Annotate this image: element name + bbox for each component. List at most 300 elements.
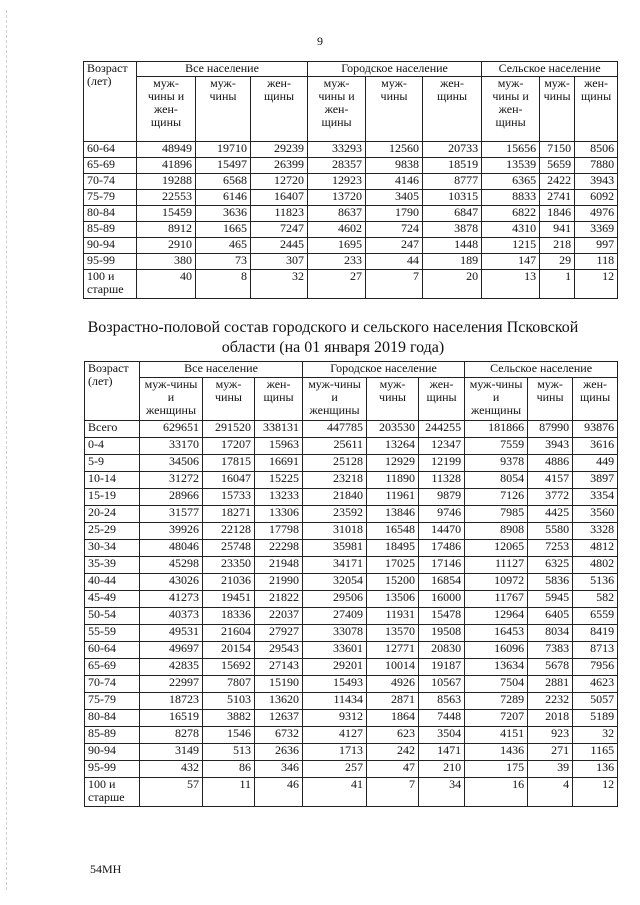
value-cell: 22298 — [255, 540, 303, 557]
value-cell: 1790 — [366, 206, 423, 222]
value-cell: 86 — [203, 761, 255, 778]
value-cell: 41896 — [137, 158, 196, 174]
table-row — [85, 472, 618, 489]
value-cell: 7985 — [465, 506, 528, 523]
value-cell: 136 — [573, 761, 618, 778]
value-cell: 39926 — [140, 523, 203, 540]
value-cell: 8419 — [573, 625, 618, 642]
value-cell: 3636 — [196, 206, 251, 222]
age-group-cell: 55-59 — [85, 625, 140, 642]
value-cell: 1846 — [540, 206, 575, 222]
value-cell: 15692 — [203, 659, 255, 676]
age-group-cell: 40-44 — [85, 574, 140, 591]
value-cell: 13 — [482, 270, 540, 299]
value-cell: 2881 — [528, 676, 573, 693]
value-cell: 12923 — [308, 174, 366, 190]
value-cell: 2232 — [528, 693, 573, 710]
value-cell: 10972 — [465, 574, 528, 591]
value-cell: 6732 — [255, 727, 303, 744]
value-cell: 18336 — [203, 608, 255, 625]
table-row — [85, 727, 618, 744]
group-header-urban: Городское население — [308, 62, 482, 77]
value-cell: 3897 — [573, 472, 618, 489]
value-cell: 93876 — [573, 421, 618, 438]
table-row — [85, 693, 618, 710]
value-cell: 33078 — [303, 625, 367, 642]
table-row — [85, 557, 618, 574]
value-cell: 12964 — [465, 608, 528, 625]
value-cell: 17798 — [255, 523, 303, 540]
value-cell: 5659 — [540, 158, 575, 174]
value-cell: 13506 — [367, 591, 419, 608]
subheader-rural-men: муж-чины — [528, 378, 573, 421]
table-row — [84, 270, 618, 299]
value-cell: 15478 — [419, 608, 465, 625]
value-cell: 19187 — [419, 659, 465, 676]
value-cell: 12 — [575, 270, 618, 299]
value-cell: 19451 — [203, 591, 255, 608]
value-cell: 18519 — [423, 158, 482, 174]
value-cell: 12560 — [366, 142, 423, 158]
age-sex-table-2019 — [84, 361, 618, 807]
table-row — [85, 710, 618, 727]
value-cell: 34506 — [140, 455, 203, 472]
value-cell: 27 — [308, 270, 366, 299]
value-cell: 27927 — [255, 625, 303, 642]
value-cell: 17146 — [419, 557, 465, 574]
value-cell: 15497 — [196, 158, 251, 174]
table-row — [85, 659, 618, 676]
value-cell: 3882 — [203, 710, 255, 727]
value-cell: 16854 — [419, 574, 465, 591]
value-cell: 10567 — [419, 676, 465, 693]
value-cell: 25611 — [303, 438, 367, 455]
value-cell: 338131 — [255, 421, 303, 438]
value-cell: 2871 — [367, 693, 419, 710]
value-cell: 271 — [528, 744, 573, 761]
value-cell: 1665 — [196, 222, 251, 238]
value-cell: 11961 — [367, 489, 419, 506]
value-cell: 3405 — [366, 190, 423, 206]
table-row — [85, 421, 618, 438]
group-header-rural: Сельское население — [465, 362, 618, 378]
value-cell: 35981 — [303, 540, 367, 557]
value-cell: 233 — [308, 254, 366, 270]
page-number: 9 — [317, 34, 323, 48]
age-group-cell: 0-4 — [85, 438, 140, 455]
table-row — [85, 591, 618, 608]
value-cell: 5678 — [528, 659, 573, 676]
group-header-urban: Городское население — [303, 362, 465, 378]
value-cell: 2636 — [255, 744, 303, 761]
value-cell: 33170 — [140, 438, 203, 455]
value-cell: 25748 — [203, 540, 255, 557]
value-cell: 29239 — [251, 142, 308, 158]
value-cell: 21948 — [255, 557, 303, 574]
value-cell: 8563 — [419, 693, 465, 710]
table-row — [85, 761, 618, 778]
value-cell: 8278 — [140, 727, 203, 744]
value-cell: 6146 — [196, 190, 251, 206]
value-cell: 13264 — [367, 438, 419, 455]
value-cell: 11890 — [367, 472, 419, 489]
subheader-all-total: муж-чины и женщины — [140, 378, 203, 421]
value-cell: 5945 — [528, 591, 573, 608]
age-group-cell: 85-89 — [85, 727, 140, 744]
value-cell: 6559 — [573, 608, 618, 625]
table-row — [84, 222, 618, 238]
age-group-cell: 85-89 — [84, 222, 137, 238]
section-title: Возрастно-половой состав городского и сельского населения Псковской области (на 01 января 2019 года) — [87, 319, 579, 356]
value-cell: 7289 — [465, 693, 528, 710]
value-cell: 1165 — [573, 744, 618, 761]
value-cell: 11823 — [251, 206, 308, 222]
group-header-all: Все население — [140, 362, 303, 378]
subheader-urban-women: жен-щины — [419, 378, 465, 421]
value-cell: 17815 — [203, 455, 255, 472]
value-cell: 15200 — [367, 574, 419, 591]
age-group-cell: 100 и старше — [85, 778, 140, 807]
value-cell: 8912 — [137, 222, 196, 238]
age-group-cell: 75-79 — [84, 190, 137, 206]
value-cell: 941 — [540, 222, 575, 238]
table-row — [85, 489, 618, 506]
value-cell: 47 — [367, 761, 419, 778]
age-table-continued — [83, 61, 618, 299]
value-cell: 13306 — [255, 506, 303, 523]
value-cell: 7383 — [528, 642, 573, 659]
value-cell: 41 — [303, 778, 367, 807]
value-cell: 6365 — [482, 174, 540, 190]
value-cell: 8054 — [465, 472, 528, 489]
value-cell: 7504 — [465, 676, 528, 693]
age-group-cell: 80-84 — [84, 206, 137, 222]
value-cell: 1546 — [203, 727, 255, 744]
age-group-cell: 65-69 — [84, 158, 137, 174]
age-group-cell: 5-9 — [85, 455, 140, 472]
value-cell: 25128 — [303, 455, 367, 472]
value-cell: 20154 — [203, 642, 255, 659]
age-group-cell: 50-54 — [85, 608, 140, 625]
table-row — [85, 778, 618, 807]
value-cell: 210 — [419, 761, 465, 778]
value-cell: 5136 — [573, 574, 618, 591]
value-cell: 12929 — [367, 455, 419, 472]
value-cell: 7559 — [465, 438, 528, 455]
value-cell: 3943 — [528, 438, 573, 455]
value-cell: 57 — [140, 778, 203, 807]
value-cell: 33601 — [303, 642, 367, 659]
value-cell: 3616 — [573, 438, 618, 455]
table-row — [84, 190, 618, 206]
age-group-cell: 15-19 — [85, 489, 140, 506]
value-cell: 42835 — [140, 659, 203, 676]
value-cell: 1695 — [308, 238, 366, 254]
subheader-all-women: жен-щины — [255, 378, 303, 421]
value-cell: 7 — [367, 778, 419, 807]
subheader-urban-total: муж-чины и женщины — [303, 378, 367, 421]
value-cell: 22997 — [140, 676, 203, 693]
value-cell: 22037 — [255, 608, 303, 625]
value-cell: 27143 — [255, 659, 303, 676]
value-cell: 5836 — [528, 574, 573, 591]
age-group-cell: 100 и старше — [84, 270, 137, 299]
value-cell: 20 — [423, 270, 482, 299]
value-cell: 15225 — [255, 472, 303, 489]
value-cell: 380 — [137, 254, 196, 270]
value-cell: 5580 — [528, 523, 573, 540]
value-cell: 14470 — [419, 523, 465, 540]
value-cell: 12 — [573, 778, 618, 807]
value-cell: 13846 — [367, 506, 419, 523]
value-cell: 29 — [540, 254, 575, 270]
value-cell: 32054 — [303, 574, 367, 591]
value-cell: 3943 — [575, 174, 618, 190]
value-cell: 432 — [140, 761, 203, 778]
value-cell: 11127 — [465, 557, 528, 574]
value-cell: 1864 — [367, 710, 419, 727]
age-group-cell: 25-29 — [85, 523, 140, 540]
table-row — [85, 506, 618, 523]
value-cell: 4 — [528, 778, 573, 807]
value-cell: 16047 — [203, 472, 255, 489]
value-cell: 291520 — [203, 421, 255, 438]
value-cell: 11434 — [303, 693, 367, 710]
value-cell: 49697 — [140, 642, 203, 659]
age-group-cell: 80-84 — [85, 710, 140, 727]
value-cell: 582 — [573, 591, 618, 608]
value-cell: 7247 — [251, 222, 308, 238]
value-cell: 513 — [203, 744, 255, 761]
table-row — [85, 438, 618, 455]
table-row — [84, 158, 618, 174]
value-cell: 5057 — [573, 693, 618, 710]
table-body — [85, 421, 618, 807]
value-cell: 29543 — [255, 642, 303, 659]
age-group-cell: 95-99 — [85, 761, 140, 778]
value-cell: 346 — [255, 761, 303, 778]
age-group-cell: Всего — [85, 421, 140, 438]
value-cell: 623 — [367, 727, 419, 744]
value-cell: 7880 — [575, 158, 618, 174]
value-cell: 4976 — [575, 206, 618, 222]
value-cell: 4151 — [465, 727, 528, 744]
value-cell: 32 — [573, 727, 618, 744]
value-cell: 7150 — [540, 142, 575, 158]
value-cell: 10014 — [367, 659, 419, 676]
value-cell: 17207 — [203, 438, 255, 455]
value-cell: 18723 — [140, 693, 203, 710]
value-cell: 4425 — [528, 506, 573, 523]
value-cell: 2422 — [540, 174, 575, 190]
value-cell: 7807 — [203, 676, 255, 693]
value-cell: 21990 — [255, 574, 303, 591]
age-column-header: Возраст (лет) — [84, 62, 137, 142]
subheader-rural-total: муж-чины и жен-щины — [482, 77, 540, 142]
value-cell: 257 — [303, 761, 367, 778]
value-cell: 3149 — [140, 744, 203, 761]
value-cell: 13720 — [308, 190, 366, 206]
value-cell: 18495 — [367, 540, 419, 557]
value-cell: 46 — [255, 778, 303, 807]
value-cell: 447785 — [303, 421, 367, 438]
value-cell: 8833 — [482, 190, 540, 206]
table-row — [84, 238, 618, 254]
value-cell: 3354 — [573, 489, 618, 506]
value-cell: 11328 — [419, 472, 465, 489]
value-cell: 16548 — [367, 523, 419, 540]
subheader-all-women: жен-щины — [251, 77, 308, 142]
value-cell: 8034 — [528, 625, 573, 642]
value-cell: 724 — [366, 222, 423, 238]
value-cell: 3560 — [573, 506, 618, 523]
value-cell: 18271 — [203, 506, 255, 523]
value-cell: 28357 — [308, 158, 366, 174]
value-cell: 19508 — [419, 625, 465, 642]
table-row — [85, 608, 618, 625]
table-row — [84, 142, 618, 158]
value-cell: 12199 — [419, 455, 465, 472]
age-group-cell: 10-14 — [85, 472, 140, 489]
value-cell: 247 — [366, 238, 423, 254]
table-row — [84, 206, 618, 222]
value-cell: 218 — [540, 238, 575, 254]
value-cell: 4157 — [528, 472, 573, 489]
subheader-rural-total: муж-чины и женщины — [465, 378, 528, 421]
value-cell: 15656 — [482, 142, 540, 158]
value-cell: 2445 — [251, 238, 308, 254]
value-cell: 15733 — [203, 489, 255, 506]
value-cell: 16691 — [255, 455, 303, 472]
value-cell: 28966 — [140, 489, 203, 506]
value-cell: 2910 — [137, 238, 196, 254]
value-cell: 15190 — [255, 676, 303, 693]
value-cell: 7253 — [528, 540, 573, 557]
value-cell: 449 — [573, 455, 618, 472]
table-row — [85, 455, 618, 472]
value-cell: 3369 — [575, 222, 618, 238]
subheader-rural-men: муж-чины — [540, 77, 575, 142]
value-cell: 12637 — [255, 710, 303, 727]
value-cell: 923 — [528, 727, 573, 744]
value-cell: 12771 — [367, 642, 419, 659]
value-cell: 20830 — [419, 642, 465, 659]
value-cell: 12720 — [251, 174, 308, 190]
group-header-rural: Сельское население — [482, 62, 618, 77]
table-row — [84, 174, 618, 190]
value-cell: 11 — [203, 778, 255, 807]
age-group-cell: 65-69 — [85, 659, 140, 676]
value-cell: 19710 — [196, 142, 251, 158]
value-cell: 7448 — [419, 710, 465, 727]
value-cell: 1215 — [482, 238, 540, 254]
value-cell: 31018 — [303, 523, 367, 540]
group-header-all: Все население — [137, 62, 308, 77]
value-cell: 16519 — [140, 710, 203, 727]
value-cell: 9838 — [366, 158, 423, 174]
value-cell: 8777 — [423, 174, 482, 190]
value-cell: 41273 — [140, 591, 203, 608]
age-group-cell: 20-24 — [85, 506, 140, 523]
value-cell: 17025 — [367, 557, 419, 574]
value-cell: 17486 — [419, 540, 465, 557]
value-cell: 5103 — [203, 693, 255, 710]
age-group-cell: 60-64 — [84, 142, 137, 158]
value-cell: 5189 — [573, 710, 618, 727]
value-cell: 4127 — [303, 727, 367, 744]
value-cell: 1448 — [423, 238, 482, 254]
value-cell: 22553 — [137, 190, 196, 206]
table-row — [84, 254, 618, 270]
value-cell: 8 — [196, 270, 251, 299]
value-cell: 16 — [465, 778, 528, 807]
value-cell: 6405 — [528, 608, 573, 625]
age-group-cell: 75-79 — [85, 693, 140, 710]
value-cell: 465 — [196, 238, 251, 254]
document-code: 54МН — [90, 862, 122, 876]
table-row — [85, 676, 618, 693]
value-cell: 21840 — [303, 489, 367, 506]
value-cell: 13539 — [482, 158, 540, 174]
subheader-all-men: муж-чины — [203, 378, 255, 421]
value-cell: 15493 — [303, 676, 367, 693]
value-cell: 21822 — [255, 591, 303, 608]
value-cell: 15459 — [137, 206, 196, 222]
value-cell: 4812 — [573, 540, 618, 557]
value-cell: 181866 — [465, 421, 528, 438]
value-cell: 16000 — [419, 591, 465, 608]
value-cell: 32 — [251, 270, 308, 299]
value-cell: 8506 — [575, 142, 618, 158]
subheader-rural-women: жен-щины — [575, 77, 618, 142]
value-cell: 21604 — [203, 625, 255, 642]
value-cell: 3328 — [573, 523, 618, 540]
value-cell: 1471 — [419, 744, 465, 761]
value-cell: 6847 — [423, 206, 482, 222]
value-cell: 1436 — [465, 744, 528, 761]
value-cell: 44 — [366, 254, 423, 270]
value-cell: 9879 — [419, 489, 465, 506]
value-cell: 3772 — [528, 489, 573, 506]
page-edge-line — [6, 10, 7, 890]
value-cell: 19288 — [137, 174, 196, 190]
value-cell: 29201 — [303, 659, 367, 676]
value-cell: 12065 — [465, 540, 528, 557]
value-cell: 6092 — [575, 190, 618, 206]
value-cell: 4886 — [528, 455, 573, 472]
value-cell: 23218 — [303, 472, 367, 489]
value-cell: 244255 — [419, 421, 465, 438]
value-cell: 73 — [196, 254, 251, 270]
age-group-cell: 70-74 — [85, 676, 140, 693]
subheader-all-men: муж-чины — [196, 77, 251, 142]
value-cell: 7126 — [465, 489, 528, 506]
value-cell: 49531 — [140, 625, 203, 642]
value-cell: 13620 — [255, 693, 303, 710]
value-cell: 6325 — [528, 557, 573, 574]
value-cell: 26399 — [251, 158, 308, 174]
table-row — [85, 523, 618, 540]
value-cell: 6822 — [482, 206, 540, 222]
value-cell: 13233 — [255, 489, 303, 506]
value-cell: 4926 — [367, 676, 419, 693]
subheader-urban-total: муж-чины и жен-щины — [308, 77, 366, 142]
table-row — [85, 642, 618, 659]
subheader-all-total: муж-чины и жен-щины — [137, 77, 196, 142]
age-group-cell: 35-39 — [85, 557, 140, 574]
value-cell: 3878 — [423, 222, 482, 238]
value-cell: 2741 — [540, 190, 575, 206]
